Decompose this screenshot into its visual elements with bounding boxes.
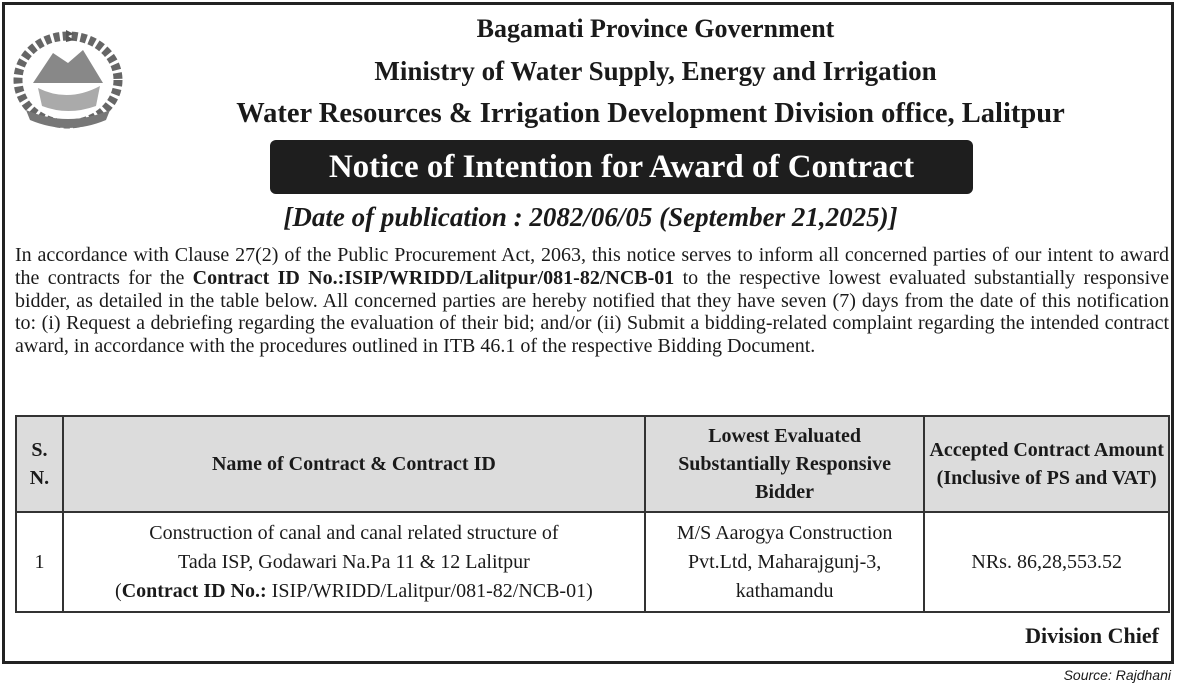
- signature: Division Chief: [1025, 623, 1159, 648]
- contract-name-line: Tada ISP, Godawari Na.Pa 11 & 12 Lalitpur: [178, 550, 530, 573]
- header-government: Bagamati Province Government: [476, 14, 835, 43]
- contract-id-value: ISIP/WRIDD/Lalitpur/081-82/NCB-01): [266, 579, 593, 602]
- paragraph-text: In accordance with Clause 27(2) of the Public Procurement Act, 2063, this notice serves to inform all concerned parties of our intent to award the contracts for the: [15, 244, 1169, 289]
- cell-amount: NRs. 86,28,553.52: [924, 512, 1169, 612]
- publication-date: [Date of publication : 2082/06/05 (September 21,2025)]: [283, 202, 898, 232]
- notice-title: Notice of Intention for Award of Contract: [270, 140, 973, 194]
- nepal-government-emblem-icon: [8, 28, 128, 132]
- contract-id-bold: Contract ID No.:ISIP/WRIDD/Lalitpur/081-82/NCB-01: [192, 266, 675, 289]
- contract-name-line: Construction of canal and canal related structure of: [149, 521, 559, 544]
- cell-bidder: M/S Aarogya Construction Pvt.Ltd, Maharajgunj-3, kathamandu: [645, 512, 925, 612]
- contract-table: [15, 415, 1170, 613]
- cell-sn: 1: [16, 512, 63, 612]
- header-amount: Accepted Contract Amount (Inclusive of PS and VAT): [924, 416, 1169, 512]
- paragraph-text: to the respective lowest evaluated substantially responsive bidder, as detailed in the table below. All concerned parties are hereby notified that they have seven (7) days from the date of this notification to: (i) Request a debriefing regarding the evaluation of their bid; and/or (ii) Submit a bidding-related complaint regarding the intended contract award, in accordance with the procedures outlined in ITB 46.1 of the respective Bidding Document.: [15, 266, 1170, 358]
- table-header-row: [16, 416, 1169, 512]
- paren: (: [115, 579, 122, 602]
- header-sn: S. N.: [16, 416, 63, 512]
- header-contract-name: Name of Contract & Contract ID: [63, 416, 645, 512]
- notice-paragraph: [15, 244, 1169, 358]
- cell-contract-name: [63, 512, 645, 612]
- table-row: [16, 512, 1169, 612]
- source-credit: Source: Rajdhani: [1063, 667, 1171, 683]
- header-bidder: Lowest Evaluated Substantially Responsive Bidder: [645, 416, 925, 512]
- header-ministry: Ministry of Water Supply, Energy and Irrigation: [374, 56, 937, 86]
- contract-id-label: Contract ID No.:: [121, 579, 267, 602]
- header-office: Water Resources & Irrigation Development Division office, Lalitpur: [236, 98, 1065, 129]
